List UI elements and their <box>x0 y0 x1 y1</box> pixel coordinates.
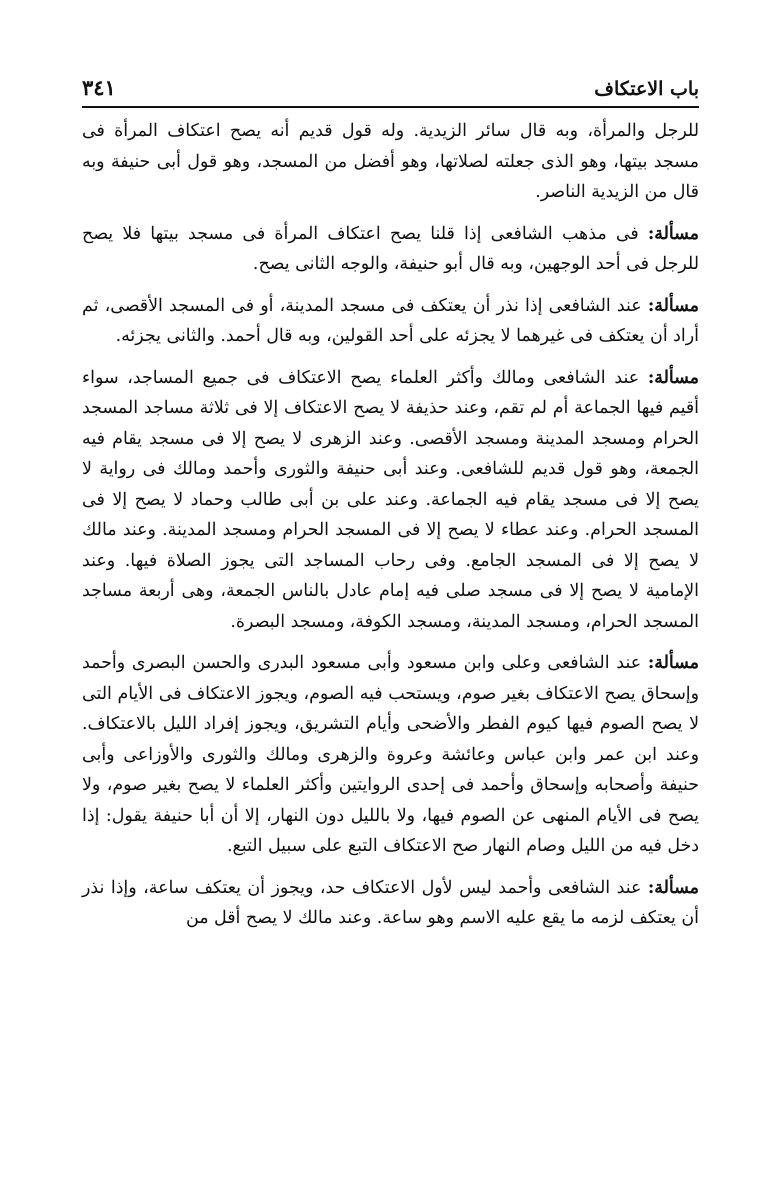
paragraph-text: عند الشافعى ومالك وأكثر العلماء يصح الاعتكاف فى جميع المساجد، سواء أقيم فيها الجماعة أم لم تقم، وعند حذيفة لا يصح الاعتكاف إلا فى ثلاثة مساجد المسجد الحرام ومسجد المدينة ومسجد الأقصى. وعند الزهرى لا يصح إلا فى مسجد يقام فيه الجمعة، وهو قول قديم للشافعى. وعند أبى حنيفة والثورى وأحمد ومالك فى رواية لا يصح إلا فى مسجد يقام فيه الجماعة. وعند على بن أبى طالب وحماد لا يصح إلا فى المسجد الحرام. وعند عطاء لا يصح إلا فى المسجد الحرام ومسجد المدينة. وعند مالك لا يصح إلا فى المسجد الجامع. وفى رحاب المساجد التى يجوز الصلاة فيها. وعند الإمامية لا يصح إلا فى مسجد صلى فيه إمام عادل بالناس الجمعة، وهى أربعة مساجد المسجد الحرام، ومسجد المدينة، ومسجد الكوفة، ومسجد البصرة. <box>82 367 699 632</box>
paragraph <box>82 873 699 934</box>
paragraph <box>82 648 699 862</box>
paragraph-text: عند الشافعى إذا نذر أن يعتكف فى مسجد المدينة، أو فى المسجد الأقصى، ثم أراد أن يعتكف فى غيرهما لا يجزئه على أحد القولين، وبه قال أحمد. والثانى يجزئه. <box>82 295 699 346</box>
paragraph-text: فى مذهب الشافعى إذا قلنا يصح اعتكاف المرأة فى مسجد بيتها فلا يصح للرجل فى أحد الوجهين، وبه قال أبو حنيفة، والوجه الثانى يصح. <box>82 223 699 274</box>
issue-label: مسألة: <box>647 295 699 316</box>
body-text <box>82 116 699 934</box>
page-header <box>82 70 699 108</box>
paragraph <box>82 116 699 208</box>
book-page <box>82 70 699 1160</box>
issue-label: مسألة: <box>647 653 699 673</box>
issue-label: مسألة: <box>647 367 699 388</box>
paragraph <box>82 363 699 638</box>
paragraph-text: عند الشافعى وأحمد ليس لأول الاعتكاف حد، ويجوز أن يعتكف ساعة، وإذا نذر أن يعتكف لزمه ما يقع عليه الاسم وهو ساعة. وعند مالك لا يصح أقل من <box>82 877 699 928</box>
paragraph <box>82 291 699 352</box>
issue-label: مسألة: <box>647 223 699 244</box>
paragraph-text: للرجل والمرأة، وبه قال سائر الزيدية. وله قول قديم أنه يصح اعتكاف المرأة فى مسجد بيتها، وهو الذى جعلته لصلاتها، وهو أفضل من المسجد، وهو قول أبى حنيفة وبه قال من الزيدية الناصر. <box>82 121 699 202</box>
page-number: ٣٤١ <box>82 75 116 100</box>
chapter-title: باب الاعتكاف <box>594 78 699 100</box>
paragraph-text: عند الشافعى وعلى وابن مسعود وأبى مسعود البدرى والحسن البصرى وأحمد وإسحاق يصح الاعتكاف بغير صوم، ويستحب فيه الصوم، ويجوز الاعتكاف فى الأيام التى لا يصح الصوم فيها كيوم الفطر والأضحى وأيام التشريق، ويجوز إفراد الليل بالاعتكاف. وعند ابن عمر وابن عباس وعائشة وعروة والزهرى ومالك والثورى والأوزاعى وأبى حنيفة وأصحابه وإسحاق وأحمد فى إحدى الروايتين وأكثر العلماء لا يصح بغير صوم، ولا يصح فى الأيام المنهى عن الصوم فيها، ولا بالليل دون النهار، إلا أن أبا حنيفة يقول: إذا دخل فيه من الليل وصام النهار صح الاعتكاف التبع على سبيل التبع. <box>82 653 699 856</box>
issue-label: مسألة: <box>647 877 699 898</box>
paragraph <box>82 219 699 280</box>
